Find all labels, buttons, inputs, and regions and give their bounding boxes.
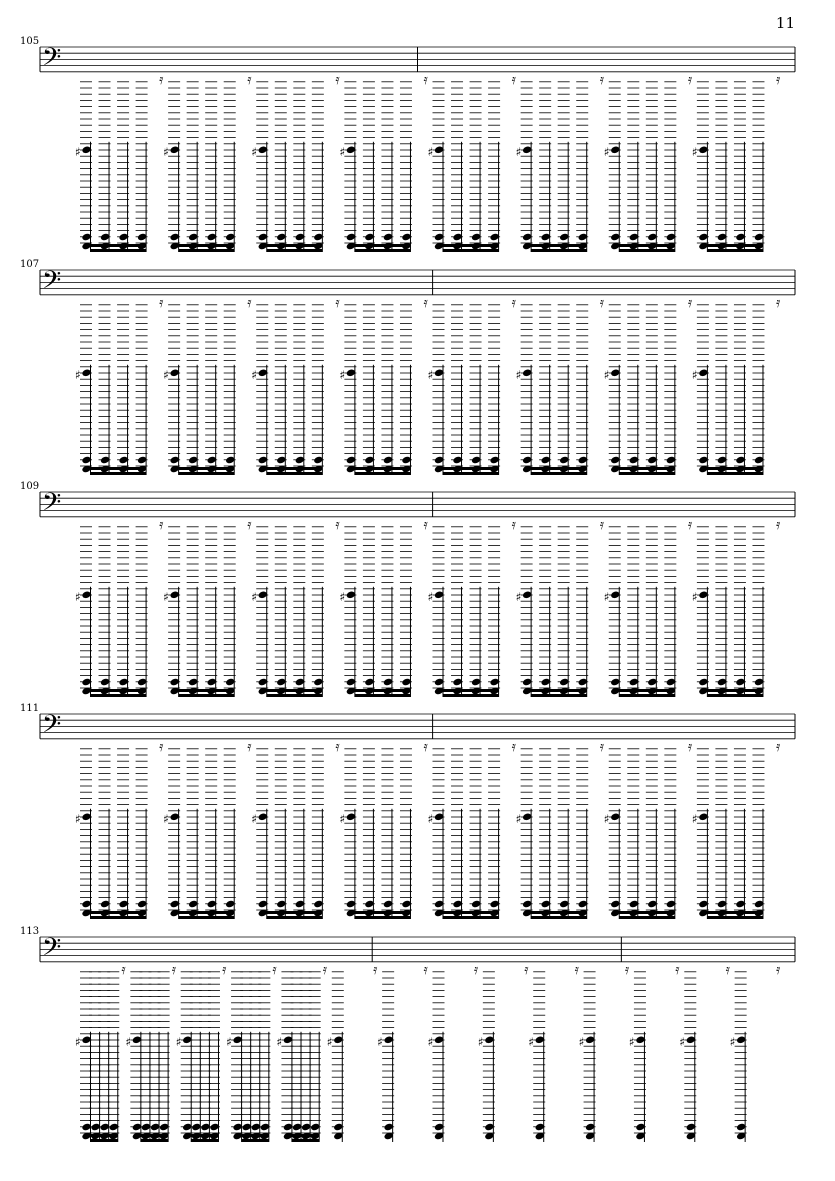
sharp-icon: ♯ [339,811,346,826]
sharp-icon: ♯ [427,811,434,826]
sharp-icon: ♯ [528,1034,535,1049]
sharp-icon: ♯ [163,367,169,382]
beam [355,916,411,919]
beam [707,467,763,470]
beat-group [629,962,680,1142]
beat-group [251,72,340,252]
beat-group [516,739,605,919]
beat-group [377,962,428,1142]
beam [91,1134,118,1137]
sharp-icon: ♯ [603,367,610,382]
beat-group [604,739,693,919]
beat-group [604,72,693,252]
beam [179,244,235,247]
beam [619,916,675,919]
sharp-icon: ♯ [251,144,258,159]
sharp-icon: ♯ [691,367,698,382]
beat-group [251,739,340,919]
beam [707,694,763,697]
rest-icon: 𝄿 [322,961,328,978]
rest-icon: 𝄿 [247,71,252,88]
rest-icon: 𝄿 [687,738,693,755]
beam [267,694,323,697]
beam [267,911,323,914]
beat-group [75,72,164,252]
sharp-icon: ♯ [163,589,169,604]
bass-clef-icon: 𝄢 [42,487,62,523]
beam [267,916,323,919]
beam [443,689,499,692]
beat-group [428,517,517,697]
rest-icon: 𝄿 [247,516,252,533]
beam [531,916,587,919]
sharp-icon: ♯ [251,811,258,826]
rest-icon: 𝄿 [776,71,781,88]
beam [443,694,499,697]
beam [179,911,235,914]
beat-group [163,517,252,697]
beat-group [679,962,730,1142]
beam [619,249,675,252]
score-systems [20,36,795,1142]
sharp-icon: ♯ [427,589,434,604]
sharp-icon: ♯ [515,589,522,604]
beam [355,911,411,914]
beam [141,1134,168,1137]
beat-group [176,962,227,1142]
beam [355,689,411,692]
beam [267,472,323,475]
beat-group [75,739,164,919]
rest-icon: 𝄿 [511,71,516,88]
beat-group [528,962,579,1142]
beat-group [428,739,517,919]
beam [179,916,235,919]
rest-icon: 𝄿 [222,961,227,978]
sharp-icon: ♯ [477,1034,484,1049]
beam [292,1134,319,1137]
bass-clef-icon: 𝄢 [42,42,62,78]
beat-group [251,295,340,475]
bass-clef-icon: 𝄢 [42,932,62,968]
beam [179,689,235,692]
sharp-icon: ♯ [515,144,522,159]
rest-icon: 𝄿 [599,294,605,311]
rest-icon: 𝄿 [423,71,428,88]
sharp-icon: ♯ [251,589,258,604]
sharp-icon: ♯ [163,144,169,159]
beat-group [692,72,781,252]
rest-icon: 𝄿 [511,294,516,311]
beam [91,244,147,247]
measure-number: 111 [20,703,40,714]
beat-group [327,962,378,1142]
rest-icon: 𝄿 [599,71,605,88]
rest-icon: 𝄿 [423,961,428,978]
beat-group [428,72,517,252]
beat-group [226,962,277,1142]
sharp-icon: ♯ [691,811,698,826]
rest-icon: 𝄿 [776,294,781,311]
beat-group [163,739,252,919]
measure-number: 107 [20,259,40,270]
rest-icon: 𝄿 [423,738,428,755]
beam [707,249,763,252]
sharp-icon: ♯ [603,811,610,826]
rest-icon: 𝄿 [171,961,177,978]
beat-group [604,517,693,697]
beat-group [692,517,781,697]
rest-icon: 𝄿 [687,516,693,533]
rest-icon: 𝄿 [335,738,340,755]
sharp-icon: ♯ [691,144,698,159]
beam [242,1139,269,1142]
sharp-icon: ♯ [175,1034,182,1049]
rest-icon: 𝄿 [776,516,781,533]
rest-icon: 𝄿 [335,516,340,533]
beam [531,467,587,470]
rest-icon: 𝄿 [599,516,605,533]
beam [531,244,587,247]
sharp-icon: ♯ [515,367,522,382]
beam [292,1139,319,1142]
sharp-icon: ♯ [628,1034,635,1049]
rest-icon: 𝄿 [159,294,164,311]
sharp-icon: ♯ [603,144,610,159]
rest-icon: 𝄿 [675,961,680,978]
beam [443,249,499,252]
beat-group [692,739,781,919]
sharp-icon: ♯ [75,811,81,826]
beam [355,249,411,252]
beat-group [339,517,428,697]
beat-group [163,72,252,252]
beat-group [339,72,428,252]
sharp-icon: ♯ [276,1034,283,1049]
measure-number: 113 [20,926,40,937]
beat-group [75,962,126,1142]
beam [355,244,411,247]
beam [191,1139,218,1142]
rest-icon: 𝄿 [423,516,428,533]
beat-group [730,962,781,1142]
sharp-icon: ♯ [339,144,346,159]
beam [443,467,499,470]
rest-icon: 𝄿 [574,961,579,978]
sharp-icon: ♯ [326,1034,333,1049]
beam [267,244,323,247]
sharp-icon: ♯ [226,1034,232,1049]
beam [355,467,411,470]
system [20,703,795,919]
sharp-icon: ♯ [75,144,81,159]
rest-icon: 𝄿 [511,738,516,755]
beam [707,244,763,247]
measure-number: 109 [20,481,40,492]
sharp-icon: ♯ [691,589,698,604]
beat-group [579,962,630,1142]
sharp-icon: ♯ [339,367,346,382]
beam [707,911,763,914]
sharp-icon: ♯ [515,811,522,826]
beam [179,472,235,475]
sharp-icon: ♯ [75,1034,81,1049]
sharp-icon: ♯ [163,811,169,826]
beam [267,467,323,470]
beam [91,689,147,692]
beam [443,472,499,475]
beam [191,1134,218,1137]
bass-clef-icon: 𝄢 [42,709,62,745]
rest-icon: 𝄿 [247,294,252,311]
beat-group [251,517,340,697]
rest-icon: 𝄿 [624,961,630,978]
sharp-icon: ♯ [75,367,81,382]
sharp-icon: ♯ [603,589,610,604]
sharp-icon: ♯ [125,1034,132,1049]
beam [619,472,675,475]
sharp-icon: ♯ [427,144,434,159]
beam [443,911,499,914]
beam [707,916,763,919]
beat-group [692,295,781,475]
beat-group [516,517,605,697]
beam [141,1139,168,1142]
rest-icon: 𝄿 [524,961,529,978]
beam [531,472,587,475]
beam [619,244,675,247]
beam [707,689,763,692]
beat-group [75,517,164,697]
rest-icon: 𝄿 [511,516,516,533]
beam [267,249,323,252]
beam [267,689,323,692]
beam [179,694,235,697]
beam [619,911,675,914]
rest-icon: 𝄿 [159,738,164,755]
beam [91,467,147,470]
beam [179,249,235,252]
beat-group [516,72,605,252]
beam [91,472,147,475]
beam [355,472,411,475]
beam [91,249,147,252]
rest-icon: 𝄿 [687,294,693,311]
rest-icon: 𝄿 [776,738,781,755]
rest-icon: 𝄿 [725,961,730,978]
beam [179,467,235,470]
beam [531,694,587,697]
sharp-icon: ♯ [377,1034,383,1049]
beat-group [163,295,252,475]
rest-icon: 𝄿 [159,71,164,88]
rest-icon: 𝄿 [121,961,126,978]
rest-icon: 𝄿 [335,294,340,311]
beam [91,916,147,919]
rest-icon: 𝄿 [159,516,164,533]
beam [443,244,499,247]
sharp-icon: ♯ [251,367,258,382]
rest-icon: 𝄿 [247,738,252,755]
sharp-icon: ♯ [339,589,346,604]
beat-group [428,962,479,1142]
rest-icon: 𝄿 [687,71,693,88]
beam [619,689,675,692]
sharp-icon: ♯ [75,589,81,604]
beam [242,1134,269,1137]
system [20,259,795,475]
sharp-icon: ♯ [427,1034,434,1049]
beat-group [478,962,529,1142]
sharp-icon: ♯ [427,367,434,382]
beam [619,467,675,470]
beam [531,249,587,252]
rest-icon: 𝄿 [599,738,605,755]
system [20,36,795,252]
beat-group [339,295,428,475]
beat-group [428,295,517,475]
rest-icon: 𝄿 [373,961,378,978]
beat-group [125,962,176,1142]
beam [355,694,411,697]
beam [91,1139,118,1142]
rest-icon: 𝄿 [272,961,277,978]
beam [91,911,147,914]
sharp-icon: ♯ [679,1034,686,1049]
beat-group [604,295,693,475]
beam [707,472,763,475]
beam [91,694,147,697]
measure-number: 105 [20,36,40,47]
beat-group [339,739,428,919]
rest-icon: 𝄿 [335,71,340,88]
beam [531,689,587,692]
bass-clef-icon: 𝄢 [42,265,62,301]
beat-group [276,962,327,1142]
system [20,926,795,1142]
beat-group [516,295,605,475]
rest-icon: 𝄿 [423,294,428,311]
beam [619,694,675,697]
beat-group [75,295,164,475]
system [20,481,795,697]
rest-icon: 𝄿 [473,961,479,978]
page-number: 11 [775,14,795,32]
beam [531,911,587,914]
beam [443,916,499,919]
sharp-icon: ♯ [578,1034,585,1049]
